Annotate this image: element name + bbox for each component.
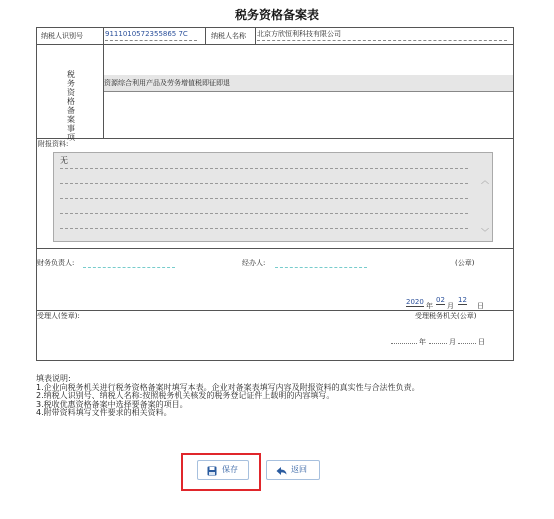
filing-matters-field[interactable] (104, 75, 513, 92)
attachments-textarea[interactable] (53, 152, 493, 242)
accept-month-field[interactable] (429, 343, 447, 344)
year-label: 年 (426, 302, 433, 310)
day-field[interactable]: 12 (458, 296, 467, 304)
accept-year-label: 年 (419, 338, 426, 346)
notes-item: 1.企业向税务机关进行税务资格备案时填写本表。企业对备案表填写内容及附报资料的真实性与合法性负责。 (36, 382, 420, 392)
signatures-section (37, 248, 513, 311)
taxpayer-id-field[interactable]: 9111010572355865 7C (105, 28, 197, 41)
handler-field[interactable] (275, 267, 367, 268)
taxpayer-id-label: 纳税人识别号 (41, 32, 83, 40)
notes-item: 2.纳税人识别号、纳税人名称:按照税务机关核发的税务登记证件上载明的内容填写。 (36, 391, 335, 401)
back-arrow-icon (276, 465, 287, 483)
accept-month-label: 月 (449, 338, 456, 346)
attachments-section (37, 138, 513, 249)
save-button-label: 保存 (222, 465, 238, 474)
authority-label: 受理税务机关(公章) (415, 312, 477, 320)
scroll-down-icon[interactable]: ﹀ (481, 228, 489, 237)
page-title: 税务资格备案表 (234, 8, 319, 22)
seal-label: (公章) (455, 259, 475, 267)
finance-head-label: 财务负责人: (37, 259, 75, 267)
textarea-scrollbar[interactable] (478, 153, 492, 241)
back-button-label: 返回 (291, 465, 307, 474)
filing-matters-value: 资源综合利用产品及劳务增值税即征即退 (104, 79, 230, 87)
month-field[interactable]: 02 (436, 296, 445, 304)
notes-item: 4.附带资料填写文件要求的相关资料。 (36, 408, 172, 418)
attachments-value: 无 (60, 156, 68, 165)
taxpayer-name-label: 纳税人名称 (211, 32, 246, 40)
accept-day-field[interactable] (458, 343, 476, 344)
save-button[interactable] (197, 460, 249, 480)
accept-year-field[interactable] (391, 343, 417, 344)
filing-matters-label: 税务资格备案事项 (67, 70, 75, 142)
filing-form (36, 27, 514, 361)
back-button[interactable] (266, 460, 320, 480)
scroll-up-icon[interactable]: ︿ (481, 176, 489, 185)
taxpayer-name-field[interactable]: 北京方欣恒利科技有限公司 (257, 28, 507, 41)
acceptance-section (37, 310, 513, 360)
form-notes (36, 375, 420, 418)
notes-heading: 填表说明: (36, 374, 71, 383)
year-field[interactable]: 2020 (406, 298, 424, 306)
attachments-label: 附报资料: (38, 140, 69, 148)
accept-day-label: 日 (478, 338, 485, 346)
notes-item: 3.税收优惠资格备案中选择要备案的项目。 (36, 399, 188, 409)
day-label: 日 (477, 302, 484, 310)
handler-label: 经办人: (242, 259, 266, 267)
filing-matters-section (37, 44, 513, 142)
save-disk-icon (207, 465, 217, 483)
taxpayer-info-row (37, 28, 513, 45)
month-label: 月 (447, 302, 454, 310)
finance-head-field[interactable] (83, 267, 175, 268)
acceptor-label: 受理人(签章): (37, 312, 80, 320)
